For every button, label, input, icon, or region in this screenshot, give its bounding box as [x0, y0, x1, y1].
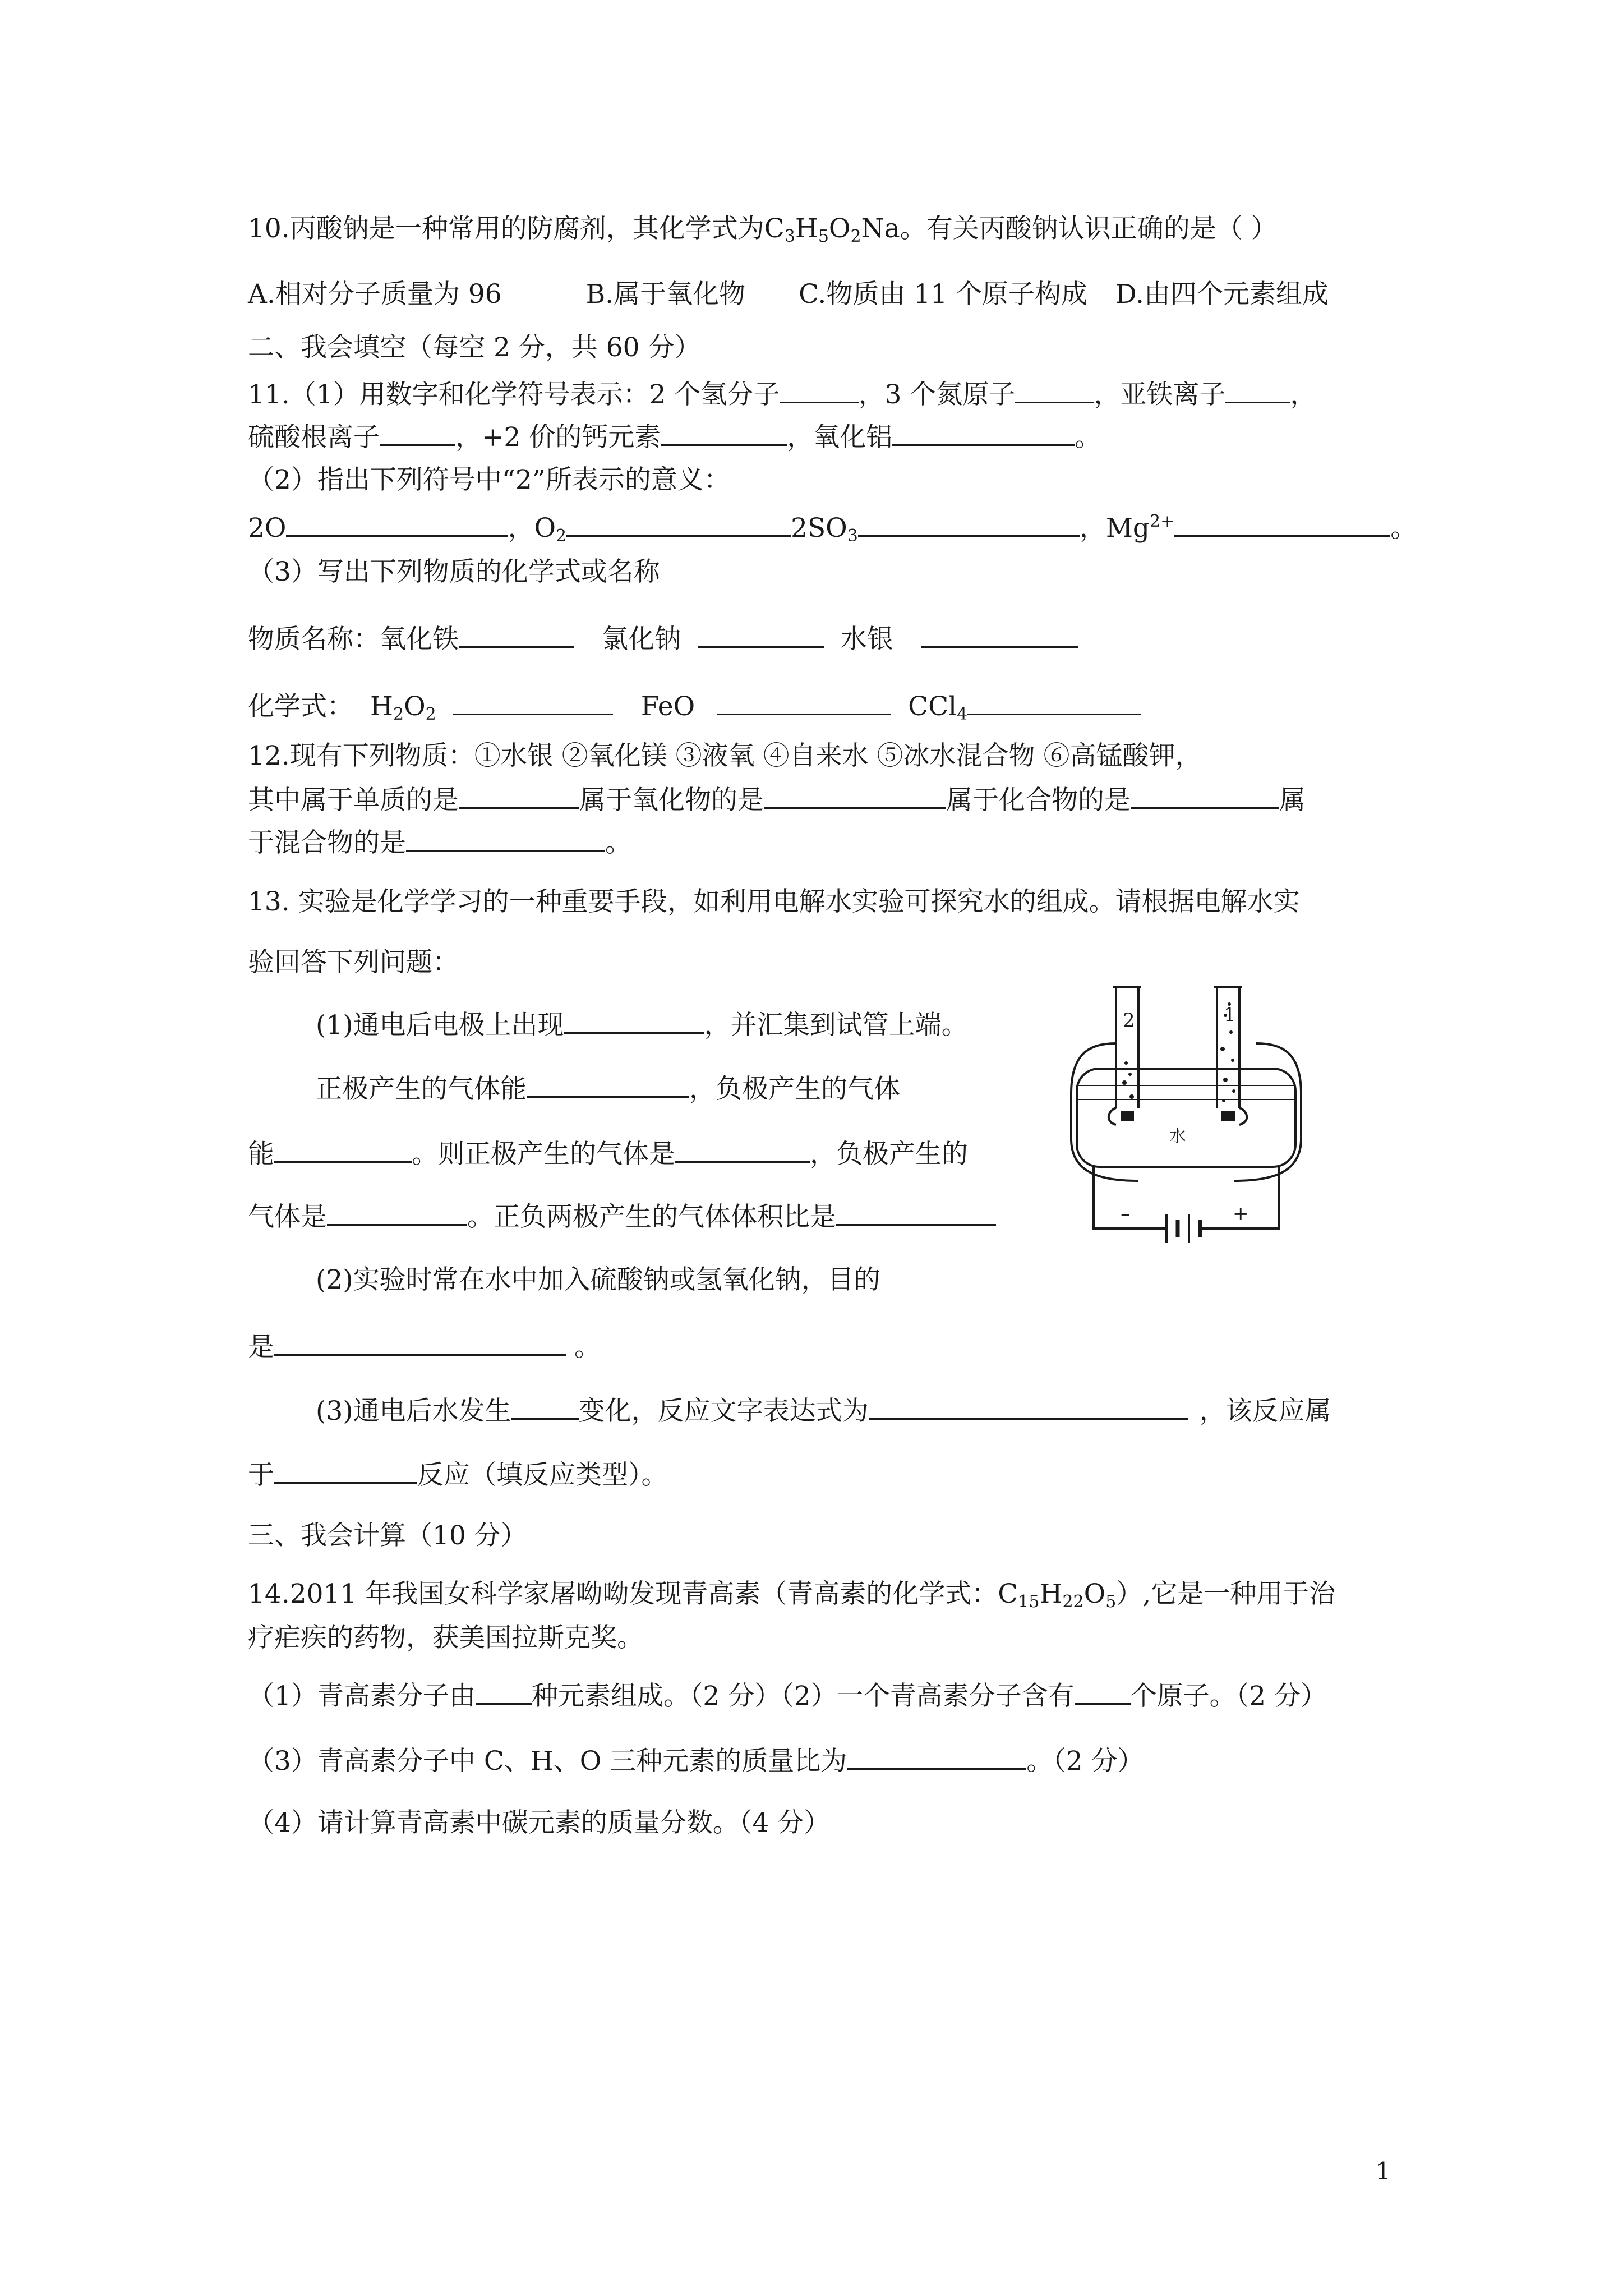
q14-line2: 疗疟疾的药物，获美国拉斯克奖。: [248, 1622, 643, 1653]
option-b: B.属于氧化物: [585, 279, 746, 310]
page-number: 1: [1376, 2157, 1391, 2185]
positive-terminal-label: +: [1233, 1203, 1249, 1225]
battery-symbol: [1166, 1214, 1200, 1243]
answer-blank[interactable]: [527, 1071, 689, 1098]
answer-blank[interactable]: [274, 1137, 412, 1163]
q13-line1: 13. 实验是化学学习的一种重要手段，如利用电解水实验可探究水的组成。请根据电解水实: [248, 886, 1300, 917]
electrode-left: [1121, 1111, 1134, 1121]
q12-line2: 其中属于单质的是 属于氧化物的是 属于化合物的是 属: [248, 783, 1306, 816]
answer-blank[interactable]: [967, 689, 1141, 715]
answer-blank[interactable]: [453, 689, 613, 715]
answer-blank[interactable]: [847, 1743, 1026, 1770]
tube-label-right: 1: [1224, 1004, 1236, 1026]
answer-blank[interactable]: [380, 420, 455, 446]
answer-blank[interactable]: [661, 420, 787, 446]
answer-blank[interactable]: [1225, 377, 1290, 403]
q14-line5: （4）请计算青高素中碳元素的质量分数。（4 分）: [248, 1807, 831, 1838]
answer-blank[interactable]: [1015, 377, 1094, 403]
formula-propionate: $C_3H_5O_2Na$: [764, 213, 900, 246]
answer-blank[interactable]: [459, 783, 579, 809]
answer-blank[interactable]: [564, 1007, 704, 1034]
test-tube-left: [1116, 987, 1138, 1108]
q13-line3: (1)通电后电极上出现 ，并汇集到试管上端。: [316, 1007, 968, 1041]
q13-line7: (2)实验时常在水中加入硫酸钠或氢氧化钠，目的: [316, 1264, 880, 1295]
answer-blank[interactable]: [1174, 510, 1390, 537]
water-label: 水: [1169, 1126, 1186, 1146]
answer-blank[interactable]: [1131, 783, 1279, 809]
formula-artemisinin: $C_{15}H_{22}O_5$: [998, 1579, 1117, 1612]
section3-title: 三、我会计算（10 分）: [248, 1520, 527, 1551]
electrode-right: [1221, 1111, 1235, 1121]
answer-blank[interactable]: [764, 783, 946, 809]
q10-options: [248, 278, 1329, 311]
answer-blank[interactable]: [717, 689, 891, 715]
answer-blank[interactable]: [675, 1137, 810, 1163]
q11-line5: （3）写出下列物质的化学式或名称: [248, 556, 660, 587]
q13-line5: 能 。则正极产生的气体是 ，负极产生的: [248, 1137, 968, 1170]
electrolysis-apparatus-diagram: [1054, 970, 1318, 1285]
answer-blank[interactable]: [286, 510, 508, 537]
q13-line6: 气体是 。正负两极产生的气体体积比是: [248, 1199, 996, 1233]
answer-blank[interactable]: [836, 1199, 996, 1226]
answer-blank[interactable]: [274, 1329, 566, 1356]
q11-line6: 物质名称：氧化铁 氯化钠 水银: [248, 622, 1078, 655]
answer-blank[interactable]: [1075, 1678, 1131, 1705]
q13-line10: 于 反应（填反应类型）。: [248, 1457, 668, 1491]
section2-title: 二、我会填空（每空 2 分，共 60 分）: [248, 332, 701, 363]
q11-line2: 硫酸根离子 ，+2 价的钙元素 ，氧化铝 。: [248, 420, 1101, 453]
answer-blank[interactable]: [698, 622, 824, 648]
q13-line2: 验回答下列问题：: [248, 947, 459, 978]
q11-line3: （2）指出下列符号中“2”所表示的意义：: [248, 464, 730, 495]
negative-terminal-label: –: [1121, 1203, 1130, 1225]
q12-line1: 12.现有下列物质：①水银 ②氧化镁 ③液氧 ④自来水 ⑤冰水混合物 ⑥高锰酸钾，: [248, 740, 1202, 771]
q12-line3: 于混合物的是 。: [248, 825, 631, 859]
q11-line7: 化学式： $H_2O_2$ FeO CCl$_4$: [248, 689, 1141, 723]
q13-line4: 正极产生的气体能 ，负极产生的气体: [316, 1071, 900, 1105]
q13-line8: 是 。: [248, 1329, 601, 1363]
answer-blank[interactable]: [869, 1393, 1188, 1420]
option-c: C.物质由 11 个原子构成: [799, 279, 1088, 310]
q14-line4: （3）青高素分子中 C、H、O 三种元素的质量比为 。（2 分）: [248, 1743, 1144, 1777]
answer-blank[interactable]: [274, 1457, 417, 1484]
answer-blank[interactable]: [858, 510, 1080, 537]
q14-line3: （1）青高素分子由 种元素组成。（2 分）（2）一个青高素分子含有 个原子。（2 分）: [248, 1678, 1327, 1712]
q13-line9: (3)通电后水发生 变化，反应文字表达式为 ，该反应属: [316, 1393, 1331, 1427]
answer-blank[interactable]: [511, 1393, 579, 1420]
option-a: A.相对分子质量为 96: [248, 279, 502, 310]
answer-blank[interactable]: [566, 510, 791, 537]
answer-blank[interactable]: [476, 1678, 532, 1705]
answer-blank[interactable]: [406, 825, 605, 852]
q14-line1: 14.2011 年我国女科学家屠呦呦发现青高素（青高素的化学式：$C_{15}H_{22}O_5$）,它是一种用于治: [248, 1579, 1336, 1612]
answer-blank[interactable]: [892, 420, 1075, 446]
q11-line1: 11.（1）用数字和化学符号表示：2 个氢分子 ，3 个氮原子 ，亚铁离子 ，: [248, 377, 1316, 411]
answer-blank[interactable]: [921, 622, 1078, 648]
option-d: D.由四个元素组成: [1115, 279, 1329, 310]
answer-blank[interactable]: [459, 622, 574, 648]
tube-label-left: 2: [1123, 1009, 1135, 1032]
q11-line4: 2O ，$O_2$ $2SO_3$ ，$Mg^{2+}$ 。: [248, 512, 1417, 546]
answer-blank[interactable]: [780, 377, 859, 403]
answer-blank[interactable]: [327, 1199, 467, 1226]
q10-stem: 10.丙酸钠是一种常用的防腐剂，其化学式为$C_3H_5O_2Na$。有关丙酸钠认识正确的是（ ）: [248, 213, 1278, 246]
